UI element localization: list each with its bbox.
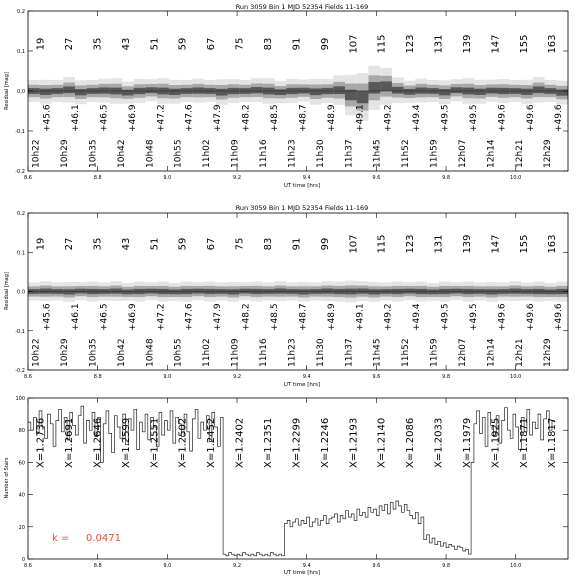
band-core-cell bbox=[368, 289, 380, 294]
band-core-cell bbox=[509, 289, 521, 294]
y-tick-label: 20 bbox=[18, 524, 25, 531]
ra-label: 12h14 bbox=[486, 338, 497, 367]
panel-3-k-value: 0.0471 bbox=[86, 533, 121, 544]
field-label: 83 bbox=[263, 237, 274, 251]
band-core-cell bbox=[486, 289, 498, 294]
field-label: 35 bbox=[92, 37, 104, 51]
dec-label: +47.9 bbox=[213, 104, 224, 132]
x-tick-label: 9.6 bbox=[372, 374, 381, 380]
y-tick-label: -0.2 bbox=[15, 368, 25, 374]
band-core-cell bbox=[192, 289, 204, 294]
field-label: 35 bbox=[92, 237, 104, 251]
band-core-cell bbox=[556, 89, 568, 95]
dec-label: +48.5 bbox=[270, 104, 280, 132]
ra-label: 11h02 bbox=[202, 139, 213, 168]
dec-label: +49.4 bbox=[412, 104, 423, 132]
x-tick-label: 9.0 bbox=[163, 563, 172, 569]
band-core-cell bbox=[298, 88, 310, 94]
band-core-cell bbox=[275, 289, 287, 294]
x-tick-label: 8.6 bbox=[24, 563, 32, 569]
dec-label: +49.6 bbox=[497, 104, 508, 132]
dec-label: +49.4 bbox=[412, 303, 423, 331]
airmass-label: X=1.1817 bbox=[547, 417, 559, 468]
panel-3-xlabel: UT time [hrs] bbox=[283, 570, 321, 576]
dec-label: +46.5 bbox=[99, 104, 110, 132]
x-tick-label: 8.8 bbox=[93, 175, 102, 181]
ra-label: 11h52 bbox=[401, 338, 412, 367]
x-tick-label: 9.6 bbox=[372, 563, 381, 569]
airmass-label: X=1.2246 bbox=[319, 417, 331, 468]
field-label: 75 bbox=[234, 237, 246, 251]
ra-label: 10h55 bbox=[173, 338, 184, 367]
band-core-cell bbox=[75, 289, 87, 294]
band-core-cell bbox=[192, 87, 204, 93]
airmass-label: X=1.2599 bbox=[120, 417, 132, 468]
band-core-cell bbox=[451, 87, 463, 93]
band-core-cell bbox=[169, 290, 181, 295]
field-label: 147 bbox=[490, 234, 502, 254]
y-tick-label: 0.2 bbox=[17, 211, 25, 217]
x-tick-label: 8.8 bbox=[93, 563, 102, 569]
ra-label: 10h55 bbox=[173, 139, 184, 168]
band-core-cell bbox=[98, 87, 110, 93]
band-core-cell bbox=[63, 289, 75, 294]
dec-label: +46.9 bbox=[127, 303, 138, 331]
dec-label: +49.5 bbox=[440, 303, 451, 331]
y-tick-label: 60 bbox=[18, 460, 25, 467]
ra-label: 11h16 bbox=[259, 139, 269, 168]
band-core-cell bbox=[122, 90, 134, 96]
dec-label: +49.5 bbox=[468, 303, 479, 331]
field-label: 155 bbox=[518, 34, 530, 54]
dec-label: +49.6 bbox=[497, 303, 508, 331]
field-label: 27 bbox=[64, 237, 76, 251]
dec-label: +49.1 bbox=[355, 104, 366, 132]
band-core-cell bbox=[486, 88, 498, 94]
y-tick-label: 0.0 bbox=[17, 289, 25, 296]
band-core-cell bbox=[251, 87, 263, 93]
dec-label: +47.6 bbox=[184, 303, 195, 331]
ra-label: 10h48 bbox=[145, 338, 156, 367]
ra-label: 12h07 bbox=[457, 139, 468, 168]
x-tick-label: 9.2 bbox=[233, 563, 242, 569]
field-label: 123 bbox=[405, 34, 417, 54]
dec-label: +48.2 bbox=[241, 104, 252, 132]
dec-label: +48.7 bbox=[298, 104, 309, 132]
y-tick-label: 40 bbox=[18, 492, 25, 499]
dec-label: +48.9 bbox=[326, 104, 337, 132]
field-label: 51 bbox=[149, 37, 161, 51]
ra-label: 11h09 bbox=[230, 338, 241, 367]
field-label: 43 bbox=[120, 237, 132, 251]
band-core-cell bbox=[145, 87, 157, 93]
band-core-cell bbox=[439, 89, 451, 95]
airmass-label: X=1.2551 bbox=[149, 417, 161, 468]
field-label: 131 bbox=[433, 234, 445, 254]
field-label: 147 bbox=[490, 34, 502, 54]
field-label: 83 bbox=[263, 37, 274, 51]
panel-1-ylabel: Residual [mag] bbox=[4, 72, 10, 110]
dec-label: +49.6 bbox=[525, 303, 536, 331]
field-label: 163 bbox=[547, 234, 559, 254]
field-label: 19 bbox=[35, 37, 47, 51]
field-label: 19 bbox=[35, 237, 47, 251]
x-tick-label: 10.0 bbox=[510, 374, 522, 380]
panel-3-k-label: k = bbox=[52, 533, 70, 544]
ra-label: 11h16 bbox=[259, 338, 269, 367]
band-core-cell bbox=[357, 289, 369, 294]
ra-label: 11h37 bbox=[344, 139, 355, 168]
field-label: 163 bbox=[547, 34, 559, 54]
panel-2-title: Run 3059 Bin 1 MJD 52354 Fields 11-169 bbox=[235, 204, 369, 212]
panel-1-xlabel: UT time [hrs] bbox=[283, 183, 321, 189]
dec-label: +46.1 bbox=[71, 303, 82, 331]
band-core-cell bbox=[333, 86, 345, 94]
field-label: 67 bbox=[206, 237, 218, 251]
band-core-cell bbox=[216, 89, 228, 96]
ra-label: 12h21 bbox=[514, 338, 525, 367]
ra-label: 10h48 bbox=[145, 139, 156, 168]
band-core-cell bbox=[228, 289, 240, 294]
band-core-cell bbox=[380, 81, 392, 91]
field-label: 115 bbox=[376, 234, 388, 254]
airmass-label: X=1.2193 bbox=[348, 417, 360, 468]
x-tick-label: 8.6 bbox=[24, 175, 32, 181]
airmass-label: X=1.2646 bbox=[92, 417, 104, 468]
airmass-label: X=1.2086 bbox=[405, 417, 417, 468]
band-core-cell bbox=[63, 86, 75, 93]
y-tick-label: 80 bbox=[18, 428, 25, 435]
band-core-cell bbox=[75, 89, 87, 95]
field-label: 155 bbox=[518, 234, 530, 254]
x-tick-label: 9.4 bbox=[302, 563, 311, 569]
panel-2-ylabel: Residual [mag] bbox=[4, 272, 10, 310]
ra-label: 11h59 bbox=[429, 139, 440, 168]
x-tick-label: 9.2 bbox=[233, 374, 242, 380]
ra-label: 11h45 bbox=[372, 139, 383, 168]
dec-label: +47.2 bbox=[156, 303, 167, 331]
airmass-label: X=1.2140 bbox=[376, 417, 388, 468]
ra-label: 12h07 bbox=[457, 338, 468, 367]
ra-label: 10h29 bbox=[60, 338, 71, 367]
ra-label: 11h23 bbox=[287, 338, 298, 367]
ra-label: 12h29 bbox=[543, 139, 554, 168]
band-core-cell bbox=[392, 87, 404, 94]
dec-label: +49.6 bbox=[554, 303, 565, 331]
field-label: 107 bbox=[348, 34, 360, 54]
dec-label: +47.6 bbox=[184, 104, 195, 132]
dec-label: +49.5 bbox=[468, 104, 479, 132]
dec-label: +48.9 bbox=[326, 303, 337, 331]
dec-label: +49.2 bbox=[383, 303, 394, 331]
dec-label: +46.9 bbox=[127, 104, 138, 132]
x-tick-label: 8.6 bbox=[24, 374, 32, 380]
band-core-cell bbox=[521, 89, 533, 95]
ra-label: 11h09 bbox=[230, 139, 241, 168]
band-core-cell bbox=[40, 89, 52, 95]
field-label: 107 bbox=[348, 234, 360, 254]
ra-label: 10h22 bbox=[31, 338, 42, 367]
band-core-cell bbox=[545, 290, 557, 295]
ra-label: 10h42 bbox=[116, 139, 127, 168]
ra-label: 10h22 bbox=[31, 139, 42, 168]
airmass-label: X=1.2402 bbox=[234, 417, 246, 468]
y-tick-label: 0.1 bbox=[17, 250, 25, 257]
x-tick-label: 9.8 bbox=[442, 374, 451, 380]
field-label: 91 bbox=[291, 37, 303, 51]
x-tick-label: 9.6 bbox=[372, 175, 381, 181]
field-label: 99 bbox=[319, 237, 331, 251]
dec-label: +45.6 bbox=[42, 303, 53, 331]
band-core-cell bbox=[169, 89, 181, 95]
panel-3-ylabel: Number of Stars bbox=[4, 457, 10, 499]
band-core-cell bbox=[275, 89, 287, 95]
x-tick-label: 9.0 bbox=[163, 175, 172, 181]
airmass-label: X=1.2691 bbox=[64, 417, 76, 468]
dec-label: +49.5 bbox=[440, 104, 451, 132]
x-tick-label: 9.8 bbox=[442, 175, 451, 181]
dec-label: +46.1 bbox=[71, 104, 82, 132]
y-tick-label: 0 bbox=[21, 557, 25, 563]
dec-label: +48.2 bbox=[241, 303, 252, 331]
band-core-cell bbox=[427, 290, 439, 295]
x-tick-label: 9.8 bbox=[442, 563, 451, 569]
dec-label: +49.6 bbox=[525, 104, 536, 132]
dec-label: +45.6 bbox=[42, 104, 53, 132]
field-label: 51 bbox=[149, 237, 161, 251]
dec-label: +46.5 bbox=[99, 303, 110, 331]
field-label: 123 bbox=[405, 234, 417, 254]
ra-label: 11h23 bbox=[287, 139, 298, 168]
y-tick-label: 0.2 bbox=[17, 9, 25, 15]
dec-label: +47.2 bbox=[156, 104, 167, 132]
x-tick-label: 10.0 bbox=[510, 563, 522, 569]
ra-label: 12h21 bbox=[514, 139, 525, 168]
x-tick-label: 9.4 bbox=[302, 175, 311, 181]
panel-2-xlabel: UT time [hrs] bbox=[283, 382, 321, 388]
ra-label: 11h30 bbox=[315, 338, 326, 367]
band-core-cell bbox=[239, 289, 251, 294]
field-label: 99 bbox=[319, 37, 331, 51]
ra-label: 11h45 bbox=[372, 338, 383, 367]
ra-label: 11h59 bbox=[429, 338, 440, 367]
ra-label: 12h14 bbox=[486, 139, 497, 168]
dec-label: +48.7 bbox=[298, 303, 309, 331]
ra-label: 10h42 bbox=[116, 338, 127, 367]
band-core-cell bbox=[145, 289, 157, 294]
ra-label: 10h29 bbox=[60, 139, 71, 168]
field-label: 67 bbox=[206, 37, 218, 51]
ra-label: 11h30 bbox=[315, 139, 326, 168]
ra-label: 10h35 bbox=[88, 338, 99, 367]
band-core-cell bbox=[345, 90, 357, 101]
field-label: 27 bbox=[64, 37, 76, 51]
y-tick-label: -0.1 bbox=[15, 328, 25, 335]
airmass-label: X=1.2033 bbox=[433, 417, 445, 468]
band-core-cell bbox=[321, 289, 333, 294]
airmass-label: X=1.1979 bbox=[461, 417, 473, 468]
field-label: 75 bbox=[234, 37, 246, 51]
field-label: 91 bbox=[291, 237, 303, 251]
airmass-label: X=1.2351 bbox=[263, 417, 274, 468]
ra-label: 12h29 bbox=[543, 338, 554, 367]
dec-label: +49.2 bbox=[383, 104, 394, 132]
band-core-cell bbox=[40, 289, 52, 294]
band-core-cell bbox=[404, 89, 416, 95]
band-core-cell bbox=[310, 88, 322, 95]
field-label: 43 bbox=[120, 37, 132, 51]
panel-1-title: Run 3059 Bin 1 MJD 52354 Fields 11-169 bbox=[235, 3, 369, 11]
x-tick-label: 9.0 bbox=[163, 374, 172, 380]
x-tick-label: 8.8 bbox=[93, 374, 102, 380]
band-core-cell bbox=[122, 290, 134, 295]
band-core-cell bbox=[415, 87, 427, 93]
field-label: 139 bbox=[461, 234, 473, 254]
airmass-label: X=1.2452 bbox=[206, 417, 218, 468]
airmass-label: X=1.1925 bbox=[490, 417, 502, 468]
band-core-cell bbox=[368, 82, 380, 94]
field-label: 115 bbox=[376, 34, 388, 54]
x-tick-label: 9.2 bbox=[233, 175, 242, 181]
airmass-label: X=1.1871 bbox=[518, 417, 530, 468]
band-core-cell bbox=[298, 289, 310, 294]
dec-label: +47.9 bbox=[213, 303, 224, 331]
field-label: 139 bbox=[461, 34, 473, 54]
field-label: 131 bbox=[433, 34, 445, 54]
dec-label: +49.1 bbox=[355, 303, 366, 331]
y-tick-label: 100 bbox=[15, 396, 25, 402]
dec-label: +48.5 bbox=[270, 303, 280, 331]
band-core-cell bbox=[451, 289, 463, 294]
ra-label: 11h37 bbox=[344, 338, 355, 367]
x-tick-label: 9.4 bbox=[302, 374, 311, 380]
field-label: 59 bbox=[177, 237, 189, 251]
ra-label: 11h02 bbox=[202, 338, 213, 367]
dec-label: +49.6 bbox=[554, 104, 565, 132]
y-tick-label: -0.2 bbox=[15, 169, 25, 175]
y-tick-label: 0.0 bbox=[17, 89, 25, 95]
airmass-label: X=1.2736 bbox=[35, 417, 47, 468]
x-tick-label: 10.0 bbox=[510, 175, 522, 181]
panel-2-band bbox=[28, 281, 568, 303]
airmass-label: X=1.2299 bbox=[291, 417, 303, 468]
ra-label: 11h52 bbox=[401, 139, 412, 168]
field-label: 59 bbox=[177, 37, 189, 51]
band-core-cell bbox=[110, 289, 122, 294]
band-core-cell bbox=[474, 89, 486, 95]
airmass-label: X=1.2502 bbox=[177, 417, 189, 468]
ra-label: 10h35 bbox=[88, 139, 99, 168]
band-core-cell bbox=[404, 289, 416, 294]
band-core-cell bbox=[533, 86, 545, 93]
y-tick-label: -0.1 bbox=[15, 129, 25, 135]
y-tick-label: 0.1 bbox=[17, 49, 25, 55]
band-core-cell bbox=[357, 91, 369, 103]
